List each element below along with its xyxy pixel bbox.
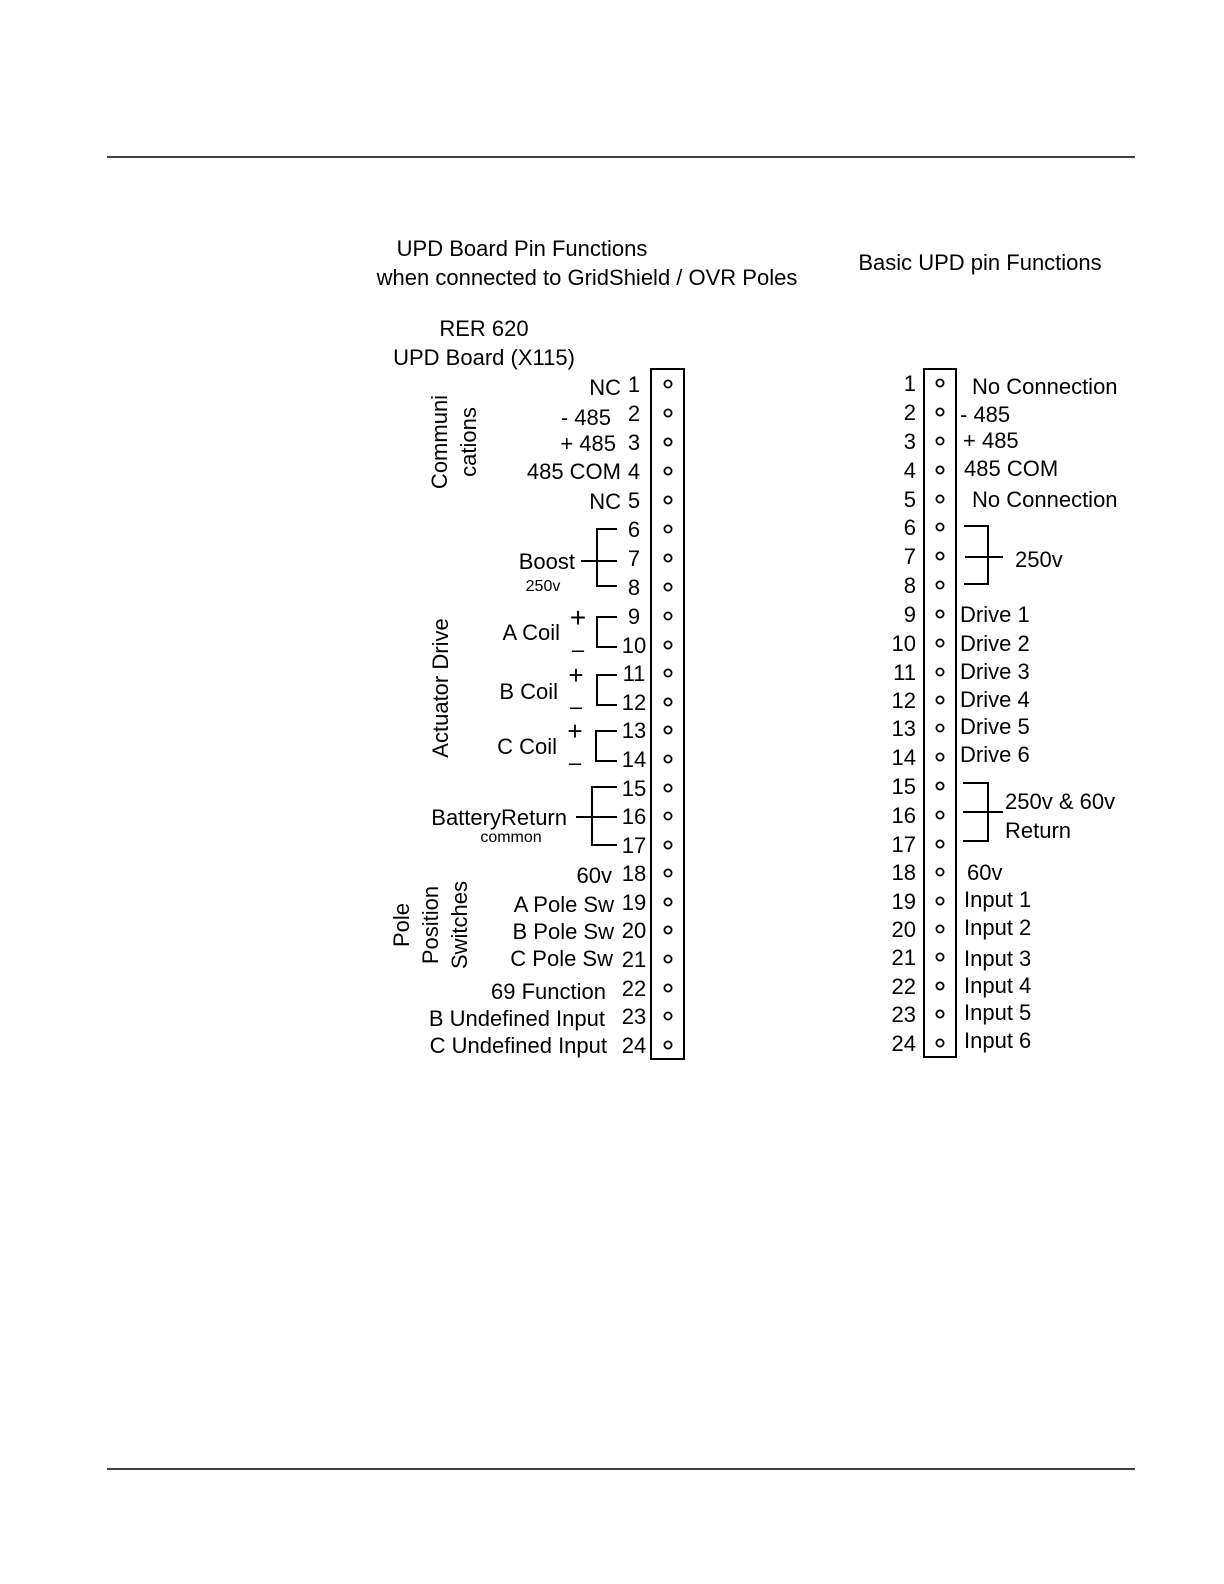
- left-label-pin5: NC: [589, 489, 621, 514]
- right-label-pin11: Drive 3: [960, 659, 1030, 684]
- left-terminal-hole-12: [664, 698, 671, 705]
- svg-text:Switches: Switches: [447, 880, 472, 970]
- right-terminal-hole-3: [936, 437, 943, 444]
- svg-text:Actuator Drive: Actuator Drive: [428, 618, 453, 758]
- left-terminal-hole-5: [664, 496, 671, 503]
- left-pin-number-13: 13: [621, 718, 647, 743]
- a-coil-minus: –: [571, 637, 585, 662]
- b-coil-plus: +: [568, 660, 584, 690]
- left-pin-number-3: 3: [627, 430, 641, 455]
- left-label-pin4: 485 COM: [526, 459, 621, 484]
- left-terminal-hole-10: [664, 641, 671, 648]
- left-pin-number-17: 17: [621, 833, 647, 858]
- right-label-pin9: Drive 1: [960, 602, 1030, 627]
- left-label-pin24: C Undefined Input: [429, 1033, 607, 1058]
- right-terminal-hole-13: [936, 724, 943, 731]
- left-terminal-hole-7: [664, 554, 671, 561]
- right-label-pin20: Input 2: [964, 915, 1032, 940]
- left-pin-number-1: 1: [627, 372, 641, 397]
- right-pin-number-15: 15: [891, 774, 916, 799]
- right-pin-number-14: 14: [891, 745, 916, 770]
- communications-group-label: [427, 395, 481, 489]
- left-terminal-hole-14: [664, 755, 671, 762]
- right-pin-number-10: 10: [891, 631, 916, 656]
- right-terminal-hole-15: [936, 782, 943, 789]
- right-pin-number-4: 4: [903, 458, 916, 483]
- left-pin-number-21: 21: [621, 947, 647, 972]
- left-terminal-hole-22: [664, 984, 671, 991]
- left-label-battery-sub: common: [480, 829, 542, 846]
- a-coil-plus: +: [569, 602, 587, 633]
- right-pin-number-22: 22: [891, 974, 916, 999]
- right-bracket-6-8: [964, 526, 1003, 584]
- right-pin-number-7: 7: [903, 544, 916, 569]
- actuator-drive-group-label: [428, 618, 453, 757]
- right-terminal-hole-6: [936, 523, 943, 530]
- left-pin-number-12: 12: [621, 690, 647, 715]
- left-label-pin3: + 485: [560, 431, 616, 456]
- right-label-pin22: Input 4: [964, 973, 1032, 998]
- left-pin-number-24: 24: [621, 1033, 647, 1058]
- left-label-boost: Boost: [518, 549, 575, 574]
- right-label-pin2: - 485: [960, 402, 1011, 427]
- left-terminal-hole-21: [664, 955, 671, 962]
- left-pin-number-2: 2: [627, 401, 641, 426]
- left-label-pin23: B Undefined Input: [428, 1006, 605, 1031]
- right-label-pin21: Input 3: [964, 946, 1032, 971]
- c-coil-plus: +: [567, 716, 583, 746]
- left-pin-number-14: 14: [621, 747, 647, 772]
- left-terminal-hole-3: [664, 438, 671, 445]
- right-label-pin14: Drive 6: [960, 742, 1030, 767]
- right-terminal-hole-14: [936, 753, 943, 760]
- left-pin-number-18: 18: [621, 861, 647, 886]
- left-terminal-hole-8: [664, 583, 671, 590]
- left-terminal-hole-1: [664, 380, 671, 387]
- svg-text:cations: cations: [456, 407, 481, 477]
- left-pin-number-9: 9: [627, 604, 641, 629]
- left-label-pin2: - 485: [560, 405, 611, 430]
- right-pin-number-18: 18: [891, 860, 916, 885]
- left-terminal-hole-13: [664, 726, 671, 733]
- right-pin-number-24: 24: [891, 1031, 916, 1056]
- left-pin-number-16: 16: [621, 804, 647, 829]
- svg-text:Pole: Pole: [389, 902, 414, 948]
- left-pin-number-15: 15: [621, 776, 647, 801]
- right-terminal-hole-24: [936, 1039, 943, 1046]
- right-pin-number-2: 2: [903, 400, 916, 425]
- right-label-pin5: No Connection: [972, 487, 1118, 512]
- left-label-boost-sub: 250v: [525, 578, 561, 595]
- right-title: Basic UPD pin Functions: [858, 250, 1102, 275]
- right-terminal-hole-5: [936, 495, 943, 502]
- right-pin-number-13: 13: [891, 716, 916, 741]
- right-terminal-hole-20: [936, 925, 943, 932]
- left-pin-number-11: 11: [622, 661, 646, 686]
- left-pin-number-20: 20: [621, 918, 647, 943]
- left-label-b-coil: B Coil: [499, 679, 558, 704]
- left-terminal-hole-24: [664, 1041, 671, 1048]
- right-pin-number-6: 6: [903, 515, 916, 540]
- a-coil-bracket: [597, 617, 617, 647]
- left-label-a-coil: A Coil: [502, 620, 560, 645]
- left-pin-number-23: 23: [621, 1004, 647, 1029]
- boost-bracket: [581, 529, 617, 586]
- right-terminal-hole-18: [936, 868, 943, 875]
- right-label-pin19: Input 1: [964, 887, 1032, 912]
- right-terminal-hole-7: [936, 552, 943, 559]
- left-terminal-hole-9: [664, 612, 671, 619]
- right-terminal-hole-17: [936, 840, 943, 847]
- board-title-line1: RER 620: [439, 316, 529, 341]
- right-terminal-hole-9: [936, 610, 943, 617]
- right-label-pin4: 485 COM: [964, 456, 1059, 481]
- right-label-pin24: Input 6: [964, 1028, 1032, 1053]
- left-terminal-hole-16: [664, 812, 671, 819]
- right-label-pin13: Drive 5: [960, 714, 1030, 739]
- left-label-pin21: C Pole Sw: [510, 946, 613, 971]
- right-terminal-hole-11: [936, 668, 943, 675]
- left-terminal-hole-15: [664, 784, 671, 791]
- left-terminal-hole-20: [664, 926, 671, 933]
- right-pin-number-3: 3: [903, 429, 916, 454]
- svg-text:Communi: Communi: [427, 394, 452, 490]
- left-label-c-coil: C Coil: [497, 734, 557, 759]
- right-pin-number-5: 5: [903, 487, 916, 512]
- left-terminal-hole-6: [664, 525, 671, 532]
- left-label-pin20: B Pole Sw: [512, 919, 614, 944]
- right-terminal-hole-1: [936, 379, 943, 386]
- right-terminal-hole-12: [936, 696, 943, 703]
- left-pin-number-5: 5: [627, 488, 641, 513]
- left-terminal-hole-19: [664, 898, 671, 905]
- b-coil-minus: –: [569, 694, 583, 719]
- left-pin-number-4: 4: [627, 459, 641, 484]
- left-terminal-hole-11: [664, 669, 671, 676]
- left-pin-number-10: 10: [621, 633, 647, 658]
- right-terminal-hole-2: [936, 408, 943, 415]
- left-pin-number-22: 22: [621, 976, 647, 1001]
- right-pin-number-9: 9: [903, 602, 916, 627]
- right-pin-number-20: 20: [891, 917, 916, 942]
- right-label-pin10: Drive 2: [960, 631, 1030, 656]
- right-terminal-hole-8: [936, 581, 943, 588]
- right-label-pin23: Input 5: [964, 1000, 1032, 1025]
- right-bracket-15-17: [963, 783, 1003, 841]
- right-pin-number-1: 1: [903, 371, 916, 396]
- right-label-pin3: + 485: [963, 428, 1019, 453]
- left-title-line1: UPD Board Pin Functions: [396, 236, 648, 261]
- board-title-line2: UPD Board (X115): [393, 345, 575, 370]
- left-label-pin1: NC: [589, 375, 621, 400]
- left-pin-number-19: 19: [621, 890, 647, 915]
- right-pin-number-8: 8: [903, 573, 916, 598]
- left-terminal-hole-23: [664, 1012, 671, 1019]
- c-coil-minus: –: [568, 750, 582, 775]
- right-pin-number-16: 16: [891, 803, 916, 828]
- left-title-line2: when connected to GridShield / OVR Poles: [376, 265, 798, 290]
- left-terminal-hole-4: [664, 467, 671, 474]
- right-terminal-hole-19: [936, 897, 943, 904]
- right-terminal-hole-22: [936, 982, 943, 989]
- right-label-group-15-17-line1: 250v & 60v: [1005, 789, 1116, 814]
- right-terminal-hole-23: [936, 1010, 943, 1017]
- right-pin-number-23: 23: [891, 1002, 916, 1027]
- right-terminal-hole-21: [936, 953, 943, 960]
- svg-text:Position: Position: [418, 885, 443, 965]
- left-pin-number-7: 7: [627, 546, 641, 571]
- right-terminal-hole-10: [936, 639, 943, 646]
- left-terminal-hole-18: [664, 869, 671, 876]
- b-coil-bracket: [597, 675, 617, 705]
- pole-position-switches-label: [389, 881, 472, 969]
- left-terminal-hole-17: [664, 841, 671, 848]
- right-terminal-hole-4: [936, 466, 943, 473]
- left-pin-number-6: 6: [627, 517, 641, 542]
- right-label-group-6-8: 250v: [1015, 547, 1063, 572]
- right-pin-number-12: 12: [891, 688, 916, 713]
- right-pin-number-19: 19: [891, 889, 916, 914]
- right-label-pin18: 60v: [967, 860, 1003, 885]
- right-label-group-15-17-line2: Return: [1005, 818, 1072, 843]
- left-label-battery-return: BatteryReturn: [431, 805, 567, 830]
- left-terminal-hole-2: [664, 409, 671, 416]
- right-pin-number-17: 17: [891, 832, 916, 857]
- right-terminal-hole-16: [936, 811, 943, 818]
- right-label-pin1: No Connection: [972, 374, 1118, 399]
- left-pin-number-8: 8: [627, 575, 641, 600]
- right-pin-number-21: 21: [891, 945, 916, 970]
- right-pin-number-11: 11: [893, 660, 916, 685]
- left-label-pin18: 60v: [576, 863, 612, 888]
- left-label-pin19: A Pole Sw: [513, 892, 614, 917]
- left-label-pin22: 69 Function: [491, 979, 606, 1004]
- c-coil-bracket: [596, 731, 617, 761]
- battery-return-bracket: [576, 787, 617, 845]
- right-label-pin12: Drive 4: [960, 687, 1030, 712]
